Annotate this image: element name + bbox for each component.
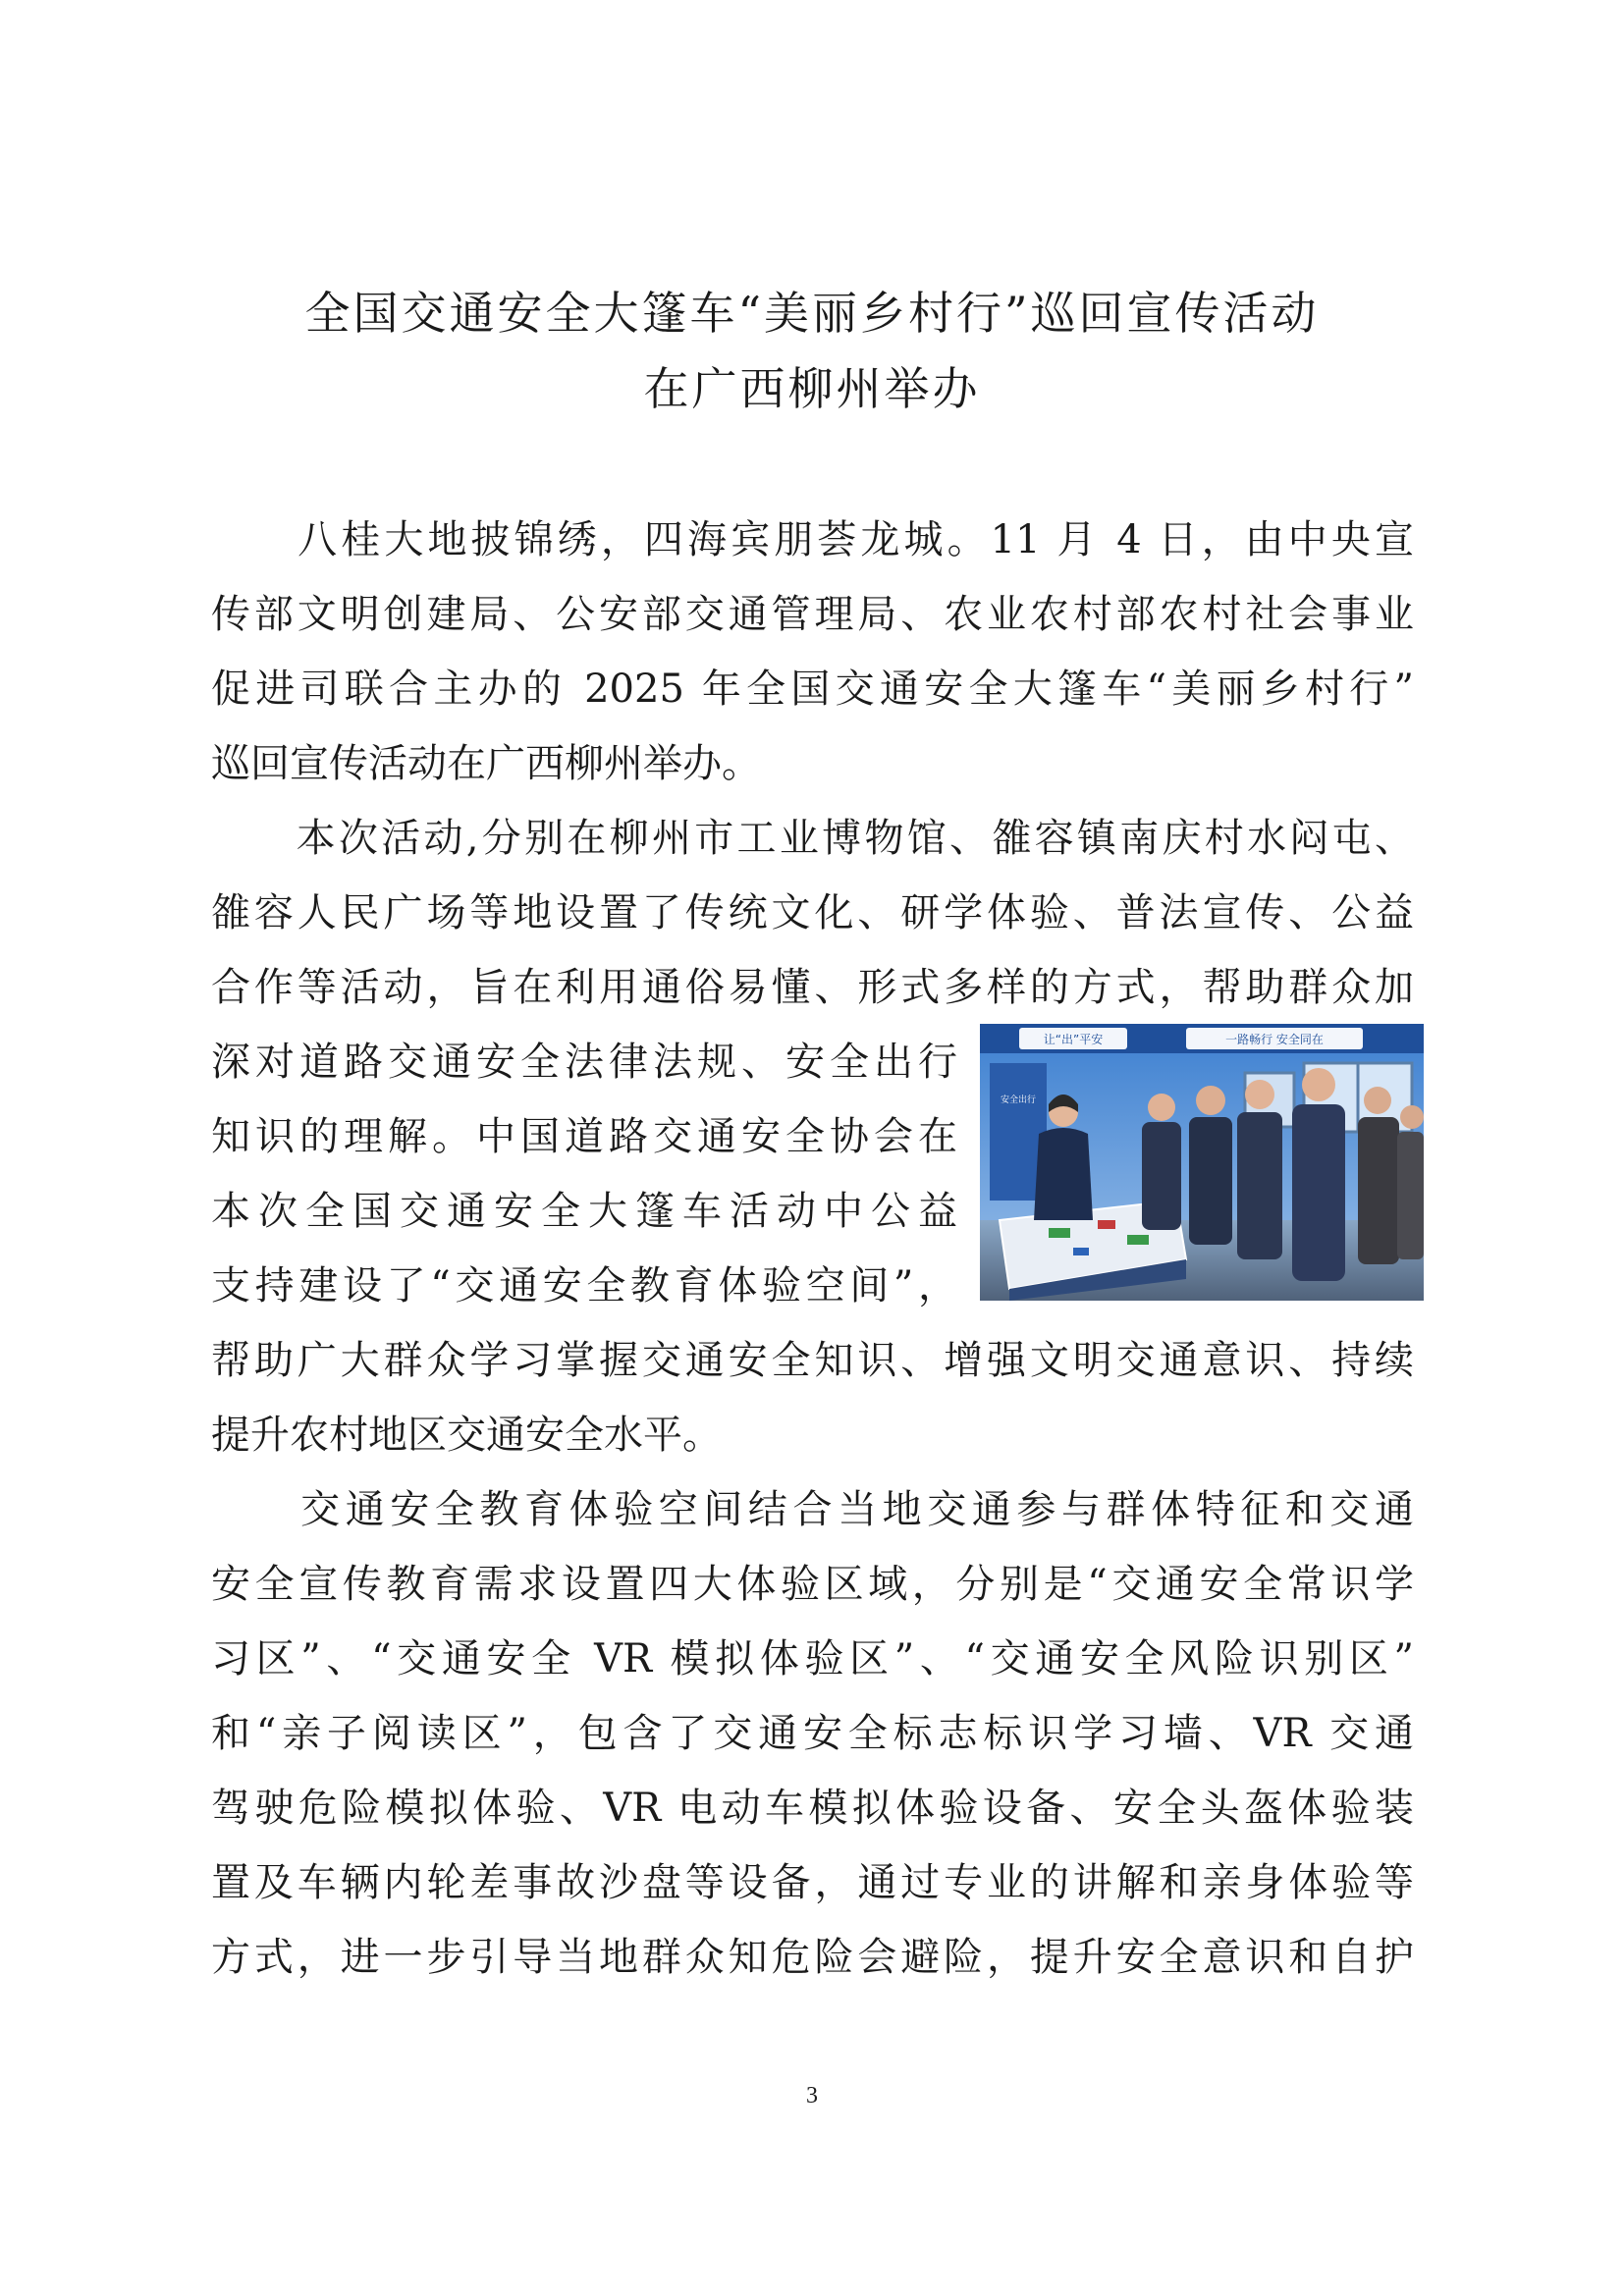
body-line-12: 帮助广大群众学习掌握交通安全知识、增强文明交通意识、持续: [211, 1338, 1414, 1383]
body-line-5: 本次活动,分别在柳州市工业博物馆、雒容镇南庆村水闷屯、: [211, 816, 1414, 861]
body-line-4: 巡回宣传活动在广西柳州举办。: [211, 741, 761, 786]
photo-sign-panel: 安全出行: [1000, 1095, 1037, 1105]
article-title-line-2: 在广西柳州举办: [643, 362, 981, 415]
body-line-9: 知识的理解。中国道路交通安全协会在: [211, 1114, 957, 1159]
photo-sign-right: 一路畅行 安全同在: [1225, 1033, 1324, 1046]
body-line-8: 深对道路交通安全法律法规、安全出行: [211, 1040, 957, 1085]
body-line-13: 提升农村地区交通安全水平。: [211, 1413, 722, 1458]
photo-sign-left: 让“出”平安: [1043, 1033, 1104, 1046]
body-line-10: 本次全国交通安全大篷车活动中公益: [211, 1189, 957, 1234]
body-line-3: 促进司联合主办的 2025 年全国交通安全大篷车“美丽乡村行”: [211, 667, 1414, 712]
body-line-1: 八桂大地披锦绣，四海宾朋荟龙城。11 月 4 日，由中央宣: [211, 517, 1414, 562]
body-line-19: 置及车辆内轮差事故沙盘等设备，通过专业的讲解和亲身体验等: [211, 1860, 1414, 1905]
body-line-2: 传部文明创建局、公安部交通管理局、农业农村部农村社会事业: [211, 592, 1414, 637]
body-line-11: 支持建设了“交通安全教育体验空间”，: [211, 1263, 957, 1308]
body-line-16: 习区”、“交通安全 VR 模拟体验区”、“交通安全风险识别区”: [211, 1636, 1414, 1682]
body-line-14: 交通安全教育体验空间结合当地交通参与群体特征和交通: [211, 1487, 1414, 1532]
body-line-15: 安全宣传教育需求设置四大体验区域，分别是“交通安全常识学: [211, 1562, 1414, 1607]
article-title-line-1: 全国交通安全大篷车“美丽乡村行”巡回宣传活动: [304, 287, 1320, 340]
body-line-6: 雒容人民广场等地设置了传统文化、研学体验、普法宣传、公益: [211, 890, 1414, 935]
body-line-17: 和“亲子阅读区”，包含了交通安全标志标识学习墙、VR 交通: [211, 1711, 1414, 1756]
page-number: 3: [806, 2083, 818, 2109]
event-photo: [980, 1024, 1424, 1301]
body-line-18: 驾驶危险模拟体验、VR 电动车模拟体验设备、安全头盔体验装: [211, 1786, 1414, 1831]
body-line-7: 合作等活动，旨在利用通俗易懂、形式多样的方式，帮助群众加: [211, 965, 1414, 1010]
body-line-20: 方式，进一步引导当地群众知危险会避险，提升安全意识和自护: [211, 1935, 1414, 1980]
